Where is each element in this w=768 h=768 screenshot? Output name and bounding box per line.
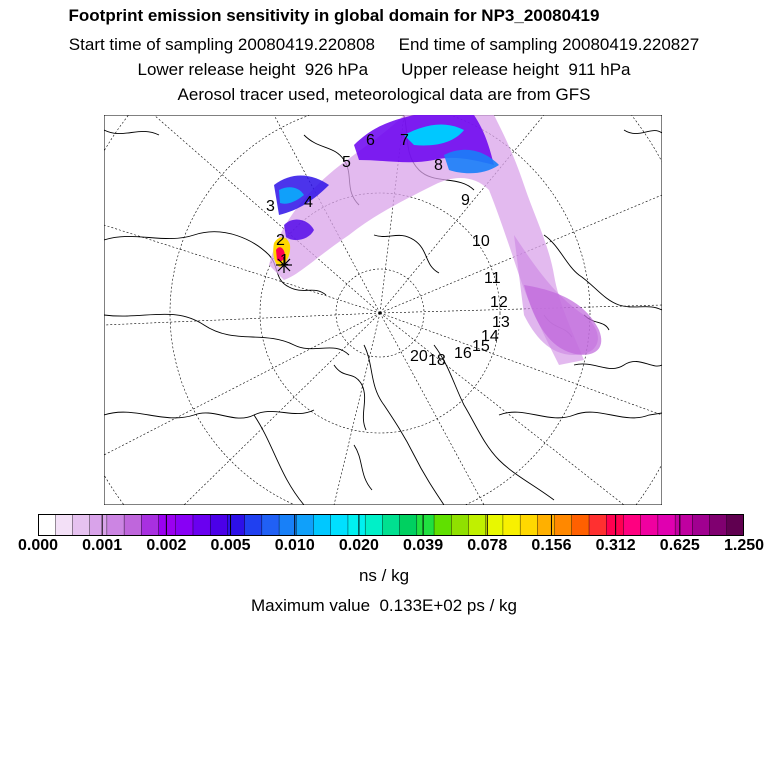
colorbar-cell (520, 514, 538, 536)
colorbar-cell (279, 514, 297, 536)
trajectory-label: 16 (454, 345, 472, 362)
colorbar-cell (159, 514, 177, 536)
maximum-value: Maximum value 0.133E+02 ps / kg (251, 596, 517, 615)
colorbar-cell (537, 514, 555, 536)
colorbar-tick-label: 0.005 (210, 537, 251, 554)
trajectory-label: 10 (472, 233, 490, 250)
trajectory-label: 5 (342, 154, 351, 171)
colorbar-tick-label: 0.002 (146, 537, 187, 554)
trajectory-label: 18 (428, 352, 446, 369)
colorbar-cell (72, 514, 90, 536)
colorbar-cell (296, 514, 314, 536)
plot-title: Footprint emission sensitivity in global domain for NP3_20080419 (68, 6, 600, 25)
colorbar-cell (107, 514, 125, 536)
trajectory-label: 3 (266, 198, 275, 215)
trajectory-label: 9 (461, 192, 470, 209)
colorbar-tick-label: 0.000 (17, 537, 59, 554)
colorbar-cell (451, 514, 469, 536)
colorbar-cell (176, 514, 194, 536)
colorbar-cell (210, 514, 228, 536)
colorbar-unit: ns / kg (358, 566, 410, 585)
colorbar-cell (486, 514, 504, 536)
colorbar-cell (417, 514, 435, 536)
colorbar-tick-label: 0.078 (467, 537, 508, 554)
colorbar-cell (658, 514, 676, 536)
colorbar-tick-label: 0.010 (274, 537, 315, 554)
colorbar-cell (434, 514, 452, 536)
trajectory-label: 13 (492, 314, 510, 331)
colorbar-cell (382, 514, 400, 536)
colorbar-tick-label: 0.039 (403, 537, 444, 554)
colorbar-cell (331, 514, 349, 536)
colorbar-cell (90, 514, 108, 536)
colorbar-cell (675, 514, 693, 536)
trajectory-label: 20 (410, 348, 428, 365)
colorbar-tick-label: 0.156 (531, 537, 572, 554)
trajectory-label: 8 (434, 157, 443, 174)
polar-map (104, 115, 662, 505)
colorbar-cell (38, 514, 56, 536)
colorbar (38, 514, 744, 536)
sampling-times: Start time of sampling 20080419.220808 End time of sampling 20080419.220827 (68, 35, 700, 54)
colorbar-cell (262, 514, 280, 536)
colorbar-tick-label: 0.020 (338, 537, 379, 554)
colorbar-tick-label: 0.001 (82, 537, 123, 554)
colorbar-cell (727, 514, 744, 536)
trajectory-label: 7 (400, 132, 409, 149)
trajectory-label: 6 (366, 132, 375, 149)
colorbar-cell (641, 514, 659, 536)
trajectory-label: 14 (481, 328, 499, 345)
colorbar-cell (468, 514, 486, 536)
colorbar-cell (124, 514, 142, 536)
colorbar-tick-label: 0.625 (659, 537, 700, 554)
tracer-info: Aerosol tracer used, meteorological data are from GFS (177, 85, 591, 104)
trajectory-label: 2 (276, 232, 285, 249)
colorbar-tick-label: 1.250 (723, 537, 765, 554)
colorbar-cell (314, 514, 332, 536)
colorbar-cell (55, 514, 73, 536)
colorbar-cell (348, 514, 366, 536)
trajectory-label: 15 (472, 338, 490, 355)
trajectory-label: 12 (490, 294, 508, 311)
colorbar-tick-label: 0.312 (595, 537, 636, 554)
colorbar-cell (193, 514, 211, 536)
colorbar-cell (503, 514, 521, 536)
colorbar-cell (692, 514, 710, 536)
trajectory-label: 4 (304, 194, 313, 211)
colorbar-cell (245, 514, 263, 536)
trajectory-label: 1 (280, 252, 289, 269)
colorbar-cell (589, 514, 607, 536)
colorbar-cell (572, 514, 590, 536)
colorbar-cell (365, 514, 383, 536)
trajectory-label: 11 (484, 270, 501, 287)
colorbar-cell (400, 514, 418, 536)
colorbar-cell (710, 514, 728, 536)
colorbar-cell (555, 514, 573, 536)
colorbar-cell (141, 514, 159, 536)
release-heights: Lower release height 926 hPa Upper release height 911 hPa (137, 60, 631, 79)
colorbar-cell (623, 514, 641, 536)
